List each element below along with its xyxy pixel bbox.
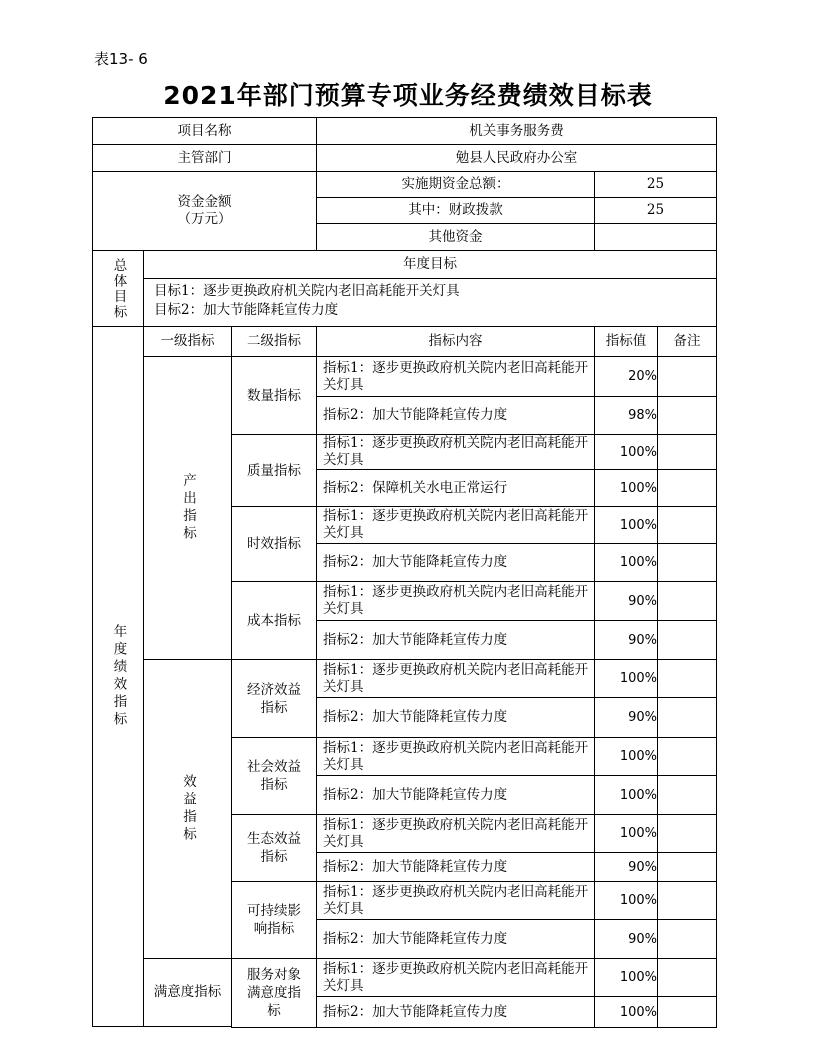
indicator-content-cell — [316, 434, 595, 470]
indicator-content-text: 指标1：逐步更换政府机关院内老旧高耗能开关灯具 — [323, 584, 589, 617]
indicator-content-cell — [316, 543, 595, 582]
indicator-value-cell — [594, 814, 658, 853]
level2-indicator-name: 社会效益指标 — [247, 759, 301, 793]
col-header-value: 指标值 — [594, 326, 658, 357]
indicator-note-cell — [657, 620, 717, 660]
indicator-content-cell — [316, 958, 595, 997]
funds-label-line1: 资金金额 — [177, 194, 232, 210]
indicator-value-cell — [594, 737, 658, 776]
overall-goal-side-label — [92, 250, 144, 327]
indicator-note-cell — [657, 814, 717, 853]
indicator-value-text: 100% — [619, 444, 657, 460]
indicator-value-text: 98% — [628, 408, 657, 423]
col-header-note: 备注 — [657, 326, 717, 357]
indicator-note-cell — [657, 852, 717, 882]
indicator-value-cell — [594, 659, 658, 698]
indicator-note-cell — [657, 775, 717, 815]
indicator-note-cell — [657, 356, 717, 397]
col-header-content: 指标内容 — [316, 326, 595, 357]
indicator-content-cell — [316, 775, 595, 815]
indicator-content-text: 指标1：逐步更换政府机关院内老旧高耗能开关灯具 — [323, 739, 589, 773]
goal-1: 目标1：逐步更换政府机关院内老旧高耗能开关灯具 — [154, 283, 460, 299]
indicator-note-cell — [657, 958, 717, 997]
other-funds-label: 其他资金 — [316, 223, 595, 251]
indicator-content-text: 指标2：加大节能降耗宣传力度 — [323, 554, 508, 570]
level2-indicator-cell — [231, 737, 317, 815]
indicator-value-text: 20% — [628, 369, 657, 384]
total-funds-value: 25 — [594, 171, 717, 198]
indicator-note-cell — [657, 581, 717, 621]
indicator-value-cell — [594, 996, 658, 1028]
indicator-value-text: 100% — [619, 826, 657, 841]
indicator-content-text: 指标2：加大节能降耗宣传力度 — [323, 709, 508, 725]
output-indicator-text: 产出指标 — [180, 473, 196, 543]
indicator-value-cell — [594, 775, 658, 815]
indicator-value-cell — [594, 434, 658, 470]
indicator-value-text: 90% — [628, 710, 657, 725]
indicator-content-text: 指标1：逐步更换政府机关院内老旧高耗能开关灯具 — [323, 816, 589, 850]
indicator-content-cell — [316, 659, 595, 698]
annual-indicator-side-text: 年度绩效指标 — [110, 624, 127, 729]
benefit-indicator-label — [143, 659, 232, 959]
indicator-content-cell — [316, 996, 595, 1028]
satisfaction-indicator-label: 满意度指标 — [143, 958, 232, 1027]
level2-indicator-name: 生态效益指标 — [247, 831, 301, 865]
indicator-value-cell — [594, 620, 658, 660]
indicator-note-cell — [657, 881, 717, 920]
total-funds-label: 实施期资金总额： — [316, 171, 595, 198]
fiscal-funds-label: 其中：财政拨款 — [316, 197, 595, 224]
indicator-content-text: 指标2：加大节能降耗宣传力度 — [323, 407, 508, 423]
indicator-content-cell — [316, 469, 595, 507]
indicator-content-text: 指标1：逐步更换政府机关院内老旧高耗能开关灯具 — [323, 661, 589, 695]
level2-indicator-cell — [231, 581, 317, 660]
indicator-content-text: 指标2：加大节能降耗宣传力度 — [323, 786, 508, 803]
indicator-note-cell — [657, 469, 717, 507]
indicator-content-text: 指标1：逐步更换政府机关院内老旧高耗能开关灯具 — [323, 508, 589, 541]
indicator-value-cell — [594, 506, 658, 544]
indicator-note-cell — [657, 434, 717, 470]
indicator-content-cell — [316, 396, 595, 435]
funds-label — [92, 171, 317, 251]
indicator-content-cell — [316, 814, 595, 853]
indicator-content-text: 指标2：加大节能降耗宣传力度 — [323, 1003, 508, 1020]
level2-indicator-name: 数量指标 — [247, 387, 301, 404]
indicator-content-text: 指标1：逐步更换政府机关院内老旧高耗能开关灯具 — [323, 960, 589, 994]
indicator-content-cell — [316, 356, 595, 397]
indicator-content-text: 指标1：逐步更换政府机关院内老旧高耗能开关灯具 — [323, 435, 589, 468]
level2-indicator-cell — [231, 958, 317, 1028]
col-header-level2: 二级指标 — [231, 326, 317, 357]
indicator-content-cell — [316, 737, 595, 776]
level2-indicator-name: 经济效益指标 — [247, 681, 301, 716]
indicator-note-cell — [657, 396, 717, 435]
indicator-value-text: 100% — [619, 970, 657, 985]
other-funds-value — [594, 223, 717, 251]
level2-indicator-cell — [231, 356, 317, 435]
indicator-value-cell — [594, 543, 658, 582]
indicator-value-text: 100% — [619, 671, 657, 686]
indicator-content-cell — [316, 852, 595, 882]
col-header-level1: 一级指标 — [143, 326, 232, 357]
level2-indicator-cell — [231, 506, 317, 582]
indicator-content-text: 指标2：加大节能降耗宣传力度 — [323, 858, 508, 875]
level2-indicator-name: 服务对象满意度指标 — [247, 967, 301, 1019]
annual-goal-header: 年度目标 — [143, 250, 717, 279]
indicator-content-cell — [316, 581, 595, 621]
indicator-content-cell — [316, 697, 595, 738]
indicator-note-cell — [657, 543, 717, 582]
output-indicator-label — [143, 356, 232, 660]
indicator-note-cell — [657, 697, 717, 738]
indicator-value-text: 90% — [628, 632, 657, 648]
indicator-value-cell — [594, 469, 658, 507]
annual-goal-content — [143, 278, 717, 327]
table-number: 表13- 6 — [94, 50, 148, 68]
indicator-value-cell — [594, 958, 658, 997]
indicator-content-cell — [316, 881, 595, 920]
level2-indicator-cell — [231, 434, 317, 507]
dept-value: 勉县人民政府办公室 — [316, 144, 717, 172]
level2-indicator-name: 可持续影响指标 — [247, 903, 301, 937]
indicator-value-cell — [594, 881, 658, 920]
goal-2: 目标2：加大节能降耗宣传力度 — [154, 302, 339, 318]
fiscal-funds-value: 25 — [594, 197, 717, 224]
indicator-value-cell — [594, 919, 658, 959]
indicator-value-cell — [594, 697, 658, 738]
indicator-value-text: 100% — [619, 517, 657, 533]
indicator-note-cell — [657, 919, 717, 959]
indicator-note-cell — [657, 506, 717, 544]
benefit-indicator-text: 效益指标 — [180, 774, 196, 844]
overall-goal-side-text: 总体目标 — [110, 257, 127, 320]
indicator-content-text: 指标2：加大节能降耗宣传力度 — [323, 930, 508, 947]
indicator-value-text: 100% — [619, 555, 657, 570]
indicator-note-cell — [657, 996, 717, 1028]
indicator-content-text: 指标2：保障机关水电正常运行 — [323, 479, 508, 496]
indicator-value-text: 100% — [619, 1004, 657, 1020]
dept-label: 主管部门 — [92, 144, 317, 172]
level2-indicator-name: 质量指标 — [247, 462, 301, 479]
indicator-content-text: 指标1：逐步更换政府机关院内老旧高耗能开关灯具 — [323, 359, 589, 393]
indicator-value-text: 100% — [619, 749, 657, 764]
indicator-value-text: 100% — [619, 787, 657, 803]
indicator-value-cell — [594, 581, 658, 621]
indicator-content-cell — [316, 919, 595, 959]
level2-indicator-cell — [231, 814, 317, 882]
level2-indicator-name: 成本指标 — [247, 612, 301, 629]
indicator-value-cell — [594, 356, 658, 397]
page-title: 2021年部门预算专项业务经费绩效目标表 — [163, 81, 653, 110]
indicator-note-cell — [657, 737, 717, 776]
indicator-value-cell — [594, 396, 658, 435]
indicator-note-cell — [657, 659, 717, 698]
funds-label-line2: （万元） — [177, 211, 232, 227]
indicator-value-text: 90% — [628, 593, 657, 609]
indicator-content-cell — [316, 620, 595, 660]
indicator-value-text: 100% — [619, 480, 657, 496]
annual-indicator-side-label — [92, 326, 144, 1027]
indicator-content-text: 指标2：加大节能降耗宣传力度 — [323, 631, 508, 648]
indicator-value-text: 100% — [619, 893, 657, 908]
indicator-content-cell — [316, 506, 595, 544]
project-name-label: 项目名称 — [92, 117, 317, 145]
level2-indicator-cell — [231, 659, 317, 738]
indicator-content-text: 指标1：逐步更换政府机关院内老旧高耗能开关灯具 — [323, 883, 589, 917]
level2-indicator-name: 时效指标 — [247, 536, 301, 552]
indicator-value-text: 90% — [628, 859, 657, 875]
project-name-value: 机关事务服务费 — [316, 117, 717, 145]
indicator-value-text: 90% — [628, 931, 657, 947]
indicator-value-cell — [594, 852, 658, 882]
level2-indicator-cell — [231, 881, 317, 959]
